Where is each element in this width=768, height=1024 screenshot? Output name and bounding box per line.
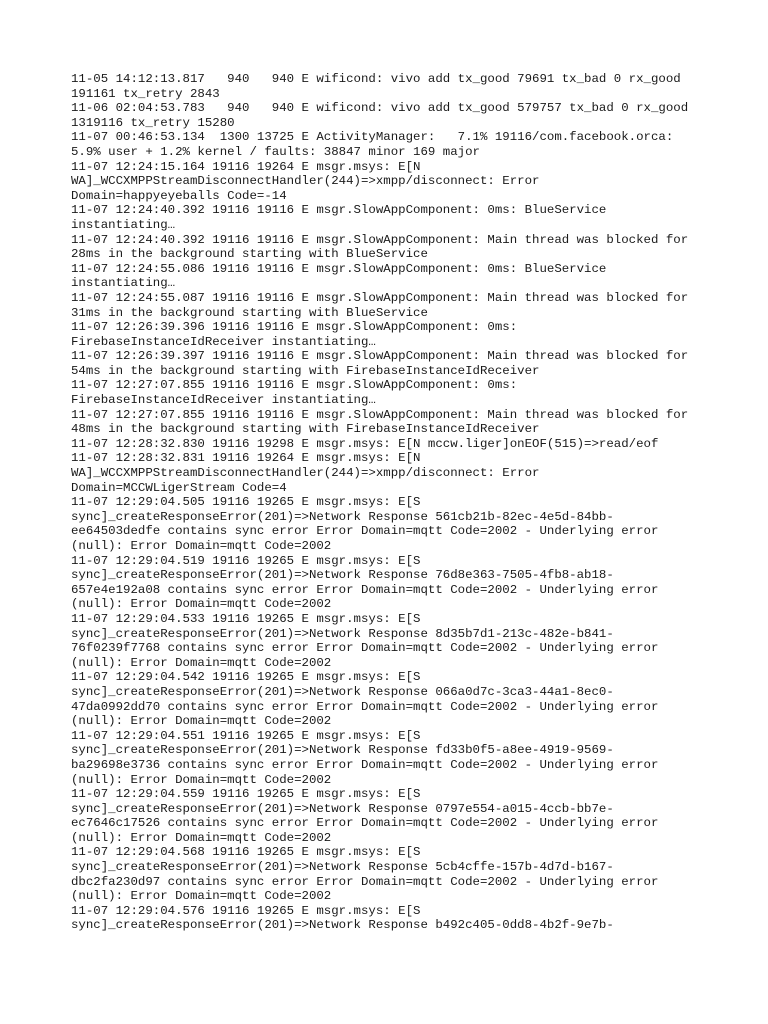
log-line: WA]_WCCXMPPStreamDisconnectHandler(244)=>xmpp/disconnect: Error — [71, 174, 540, 189]
log-line: Domain=MCCWLigerStream Code=4 — [71, 480, 287, 495]
log-line: 11-07 12:24:40.392 19116 19116 E msgr.SlowAppComponent: 0ms: BlueService — [71, 203, 607, 218]
log-line: 54ms in the background starting with FirebaseInstanceIdReceiver — [71, 363, 540, 378]
log-line: 11-07 12:29:04.533 19116 19265 E msgr.msys: E[S — [71, 611, 421, 626]
log-line: 11-07 00:46:53.134 1300 13725 E ActivityManager: 7.1% 19116/com.facebook.orca: — [71, 130, 674, 145]
log-line: 11-07 12:27:07.855 19116 19116 E msgr.SlowAppComponent: Main thread was blocked for — [71, 407, 689, 422]
log-line: sync]_createResponseError(201)=>Network Response fd33b0f5-a8ee-4919-9569- — [71, 743, 614, 758]
log-line: 11-05 14:12:13.817 940 940 E wificond: vivo add tx_good 79691 tx_bad 0 rx_good — [71, 72, 681, 86]
log-line: 11-06 02:04:53.783 940 940 E wificond: vivo add tx_good 579757 tx_bad 0 rx_good — [71, 101, 689, 116]
log-line: sync]_createResponseError(201)=>Network Response 8d35b7d1-213c-482e-b841- — [71, 626, 614, 641]
log-line: 48ms in the background starting with FirebaseInstanceIdReceiver — [71, 422, 540, 437]
log-line: 11-07 12:29:04.542 19116 19265 E msgr.msys: E[S — [71, 670, 421, 685]
log-line: 11-07 12:29:04.519 19116 19265 E msgr.msys: E[S — [71, 553, 421, 568]
log-line: ee64503dedfe contains sync error Error Domain=mqtt Code=2002 - Underlying error — [71, 524, 659, 539]
log-line: 11-07 12:29:04.576 19116 19265 E msgr.msys: E[S — [71, 903, 421, 918]
log-line: sync]_createResponseError(201)=>Network Response 0797e554-a015-4ccb-bb7e- — [71, 801, 614, 816]
log-line: (null): Error Domain=mqtt Code=2002 — [71, 597, 332, 612]
log-line: (null): Error Domain=mqtt Code=2002 — [71, 714, 332, 729]
log-line: (null): Error Domain=mqtt Code=2002 — [71, 772, 332, 787]
log-line: (null): Error Domain=mqtt Code=2002 — [71, 830, 332, 845]
log-line: (null): Error Domain=mqtt Code=2002 — [71, 539, 332, 553]
log-line: 11-07 12:29:04.505 19116 19265 E msgr.msys: E[S — [71, 495, 421, 510]
log-line: 11-07 12:26:39.397 19116 19116 E msgr.SlowAppComponent: Main thread was blocked for — [71, 349, 689, 364]
log-line: instantiating… — [71, 276, 176, 291]
log-line: 11-07 12:24:40.392 19116 19116 E msgr.SlowAppComponent: Main thread was blocked for — [71, 232, 689, 247]
log-line: WA]_WCCXMPPStreamDisconnectHandler(244)=>xmpp/disconnect: Error — [71, 466, 540, 481]
log-line: FirebaseInstanceIdReceiver instantiating… — [71, 334, 376, 349]
log-line: 5.9% user + 1.2% kernel / faults: 38847 minor 169 major — [71, 144, 480, 159]
log-line: 11-07 12:28:32.830 19116 19298 E msgr.msys: E[N mccw.liger]onEOF(515)=>read/eof — [71, 436, 659, 451]
log-line: dbc2fa230d97 contains sync error Error Domain=mqtt Code=2002 - Underlying error — [71, 874, 659, 889]
log-line: 11-07 12:24:55.087 19116 19116 E msgr.SlowAppComponent: Main thread was blocked for — [71, 290, 689, 305]
log-line: 11-07 12:28:32.831 19116 19264 E msgr.msys: E[N — [71, 451, 421, 466]
log-line: sync]_createResponseError(201)=>Network Response 561cb21b-82ec-4e5d-84bb- — [71, 509, 614, 524]
log-line: (null): Error Domain=mqtt Code=2002 — [71, 889, 332, 904]
log-line: Domain=happyeyeballs Code=-14 — [71, 188, 287, 203]
log-line: sync]_createResponseError(201)=>Network Response 066a0d7c-3ca3-44a1-8ec0- — [71, 684, 614, 699]
log-line: 47da0992dd70 contains sync error Error Domain=mqtt Code=2002 - Underlying error — [71, 699, 659, 714]
log-line: 11-07 12:29:04.551 19116 19265 E msgr.msys: E[S — [71, 728, 421, 743]
log-text-block — [71, 72, 711, 933]
log-line: 76f0239f7768 contains sync error Error Domain=mqtt Code=2002 - Underlying error — [71, 641, 659, 656]
log-line: 11-07 12:27:07.855 19116 19116 E msgr.SlowAppComponent: 0ms: — [71, 378, 518, 393]
log-line: 11-07 12:29:04.568 19116 19265 E msgr.msys: E[S — [71, 845, 421, 860]
log-line: 31ms in the background starting with BlueService — [71, 305, 428, 320]
log-line: instantiating… — [71, 217, 176, 232]
log-line: 11-07 12:24:55.086 19116 19116 E msgr.SlowAppComponent: 0ms: BlueService — [71, 261, 607, 276]
log-line: sync]_createResponseError(201)=>Network Response 76d8e363-7505-4fb8-ab18- — [71, 568, 614, 583]
log-line: 657e4e192a08 contains sync error Error Domain=mqtt Code=2002 - Underlying error — [71, 582, 659, 597]
log-line: 11-07 12:24:15.164 19116 19264 E msgr.msys: E[N — [71, 159, 421, 174]
log-line: sync]_createResponseError(201)=>Network Response 5cb4cffe-157b-4d7d-b167- — [71, 860, 614, 875]
log-line: 11-07 12:26:39.396 19116 19116 E msgr.SlowAppComponent: 0ms: — [71, 320, 518, 335]
log-line: FirebaseInstanceIdReceiver instantiating… — [71, 393, 376, 408]
log-line: ec7646c17526 contains sync error Error Domain=mqtt Code=2002 - Underlying error — [71, 816, 659, 831]
log-line: sync]_createResponseError(201)=>Network Response b492c405-0dd8-4b2f-9e7b- — [71, 918, 614, 933]
log-line: (null): Error Domain=mqtt Code=2002 — [71, 655, 332, 670]
log-line: 28ms in the background starting with BlueService — [71, 247, 428, 262]
log-line: 11-07 12:29:04.559 19116 19265 E msgr.msys: E[S — [71, 787, 421, 802]
log-line: 191161 tx_retry 2843 — [71, 86, 220, 101]
log-line: 1319116 tx_retry 15280 — [71, 115, 235, 130]
log-line: ba29698e3736 contains sync error Error Domain=mqtt Code=2002 - Underlying error — [71, 757, 659, 772]
